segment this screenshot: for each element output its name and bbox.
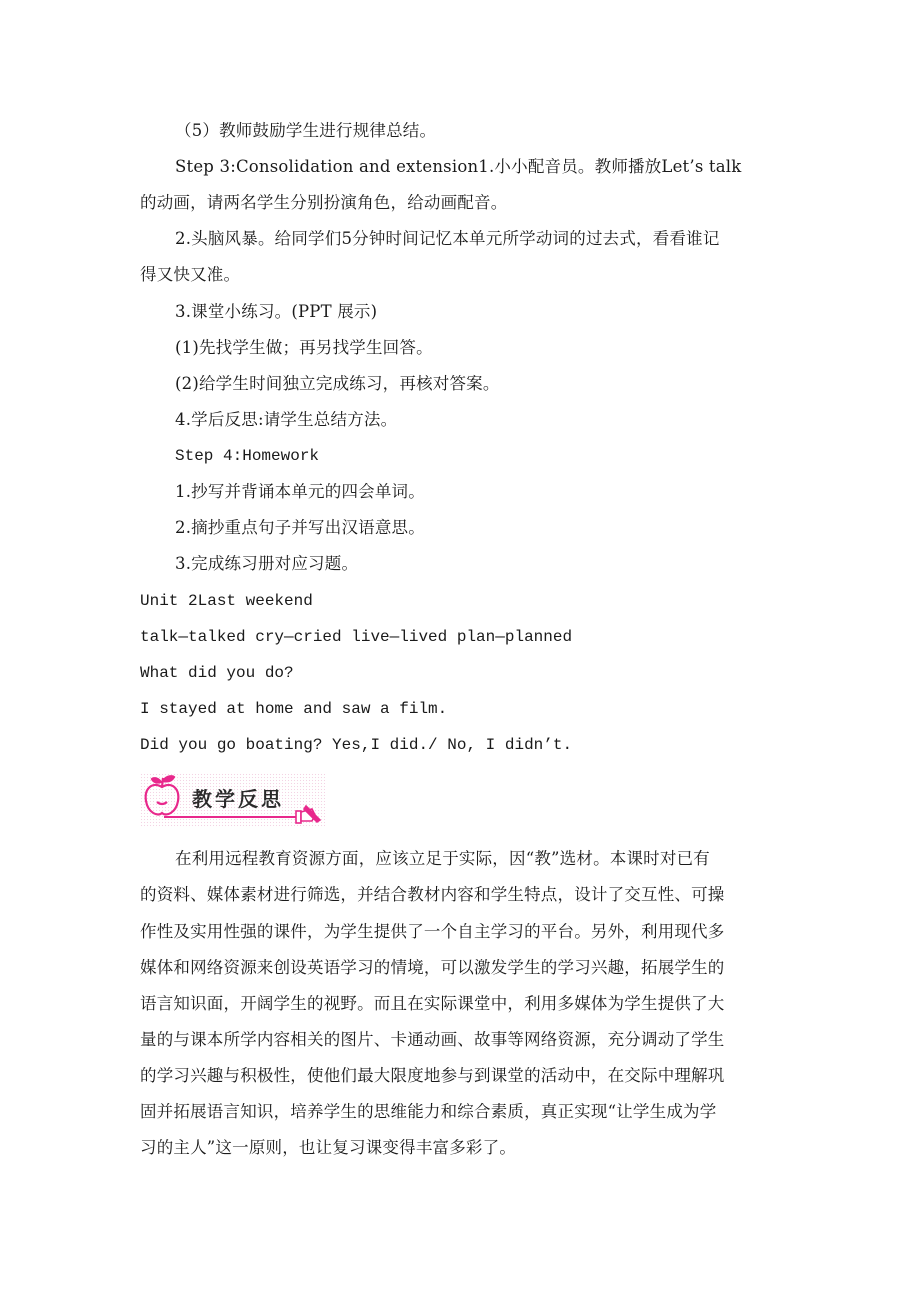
text-line: Step 3:Consolidation and extension1.小小配音员。教师播放Let’s talk [175,157,742,176]
text-line: 3.完成练习册对应习题。 [175,554,359,573]
text-line: 的动画，请两名学生分别扮演角色，给动画配音。 [140,193,508,212]
text-line: (1)先找学生做；再另找学生回答。 [175,338,433,357]
text-line: 在利用远程教育资源方面，应该立足于实际，因“教”选材。本课时对已有 [175,849,710,868]
pen-hand-icon [296,806,320,823]
text-line: 3.课堂小练习。(PPT 展示) [175,302,378,321]
text-line: (2)给学生时间独立完成练习，再核对答案。 [175,374,500,393]
text-line: 的学习兴趣与积极性，使他们最大限度地参与到课堂的活动中，在交际中理解巩 [140,1066,725,1085]
section-title: 教学反思 [192,787,284,811]
text-line: 4.学后反思:请学生总结方法。 [175,410,398,429]
text-line: 量的与课本所学内容相关的图片、卡通动画、故事等网络资源，充分调动了学生 [140,1030,725,1049]
step-heading: Step 4:Homework [175,447,320,465]
text-line: 固并拓展语言知识，培养学生的思维能力和综合素质，真正实现“让学生成为学 [140,1102,717,1121]
board-sentence: What did you do? [140,664,294,682]
text-line: （5）教师鼓励学生进行规律总结。 [175,121,437,140]
section-banner-reflection [140,773,325,827]
unit-title: Unit 2Last weekend [140,592,313,610]
text-line: 2.头脑风暴。给同学们5分钟时间记忆本单元所学动词的过去式，看看谁记 [175,229,720,248]
board-sentence: Did you go boating? Yes,I did./ No, I didn’t. [140,736,573,754]
text-line: 得又快又准。 [140,265,241,284]
text-line: 1.抄写并背诵本单元的四会单词。 [175,482,425,501]
text-line: 媒体和网络资源来创设英语学习的情境，可以激发学生的学习兴趣，拓展学生的 [140,958,725,977]
text-line: 语言知识面，开阔学生的视野。而且在实际课堂中，利用多媒体为学生提供了大 [140,994,725,1013]
text-line: 的资料、媒体素材进行筛选，并结合教材内容和学生特点，设计了交互性、可操 [140,885,725,904]
verb-forms: talk—talked cry—cried live—lived plan—planned [140,628,573,646]
board-sentence: I stayed at home and saw a film. [140,700,448,718]
text-line: 2.摘抄重点句子并写出汉语意思。 [175,518,425,537]
text-line: 作性及实用性强的课件，为学生提供了一个自主学习的平台。另外，利用现代多 [140,922,725,941]
apple-icon [146,776,179,814]
text-line: 习的主人”这一原则，也让复习课变得丰富多彩了。 [140,1138,517,1157]
